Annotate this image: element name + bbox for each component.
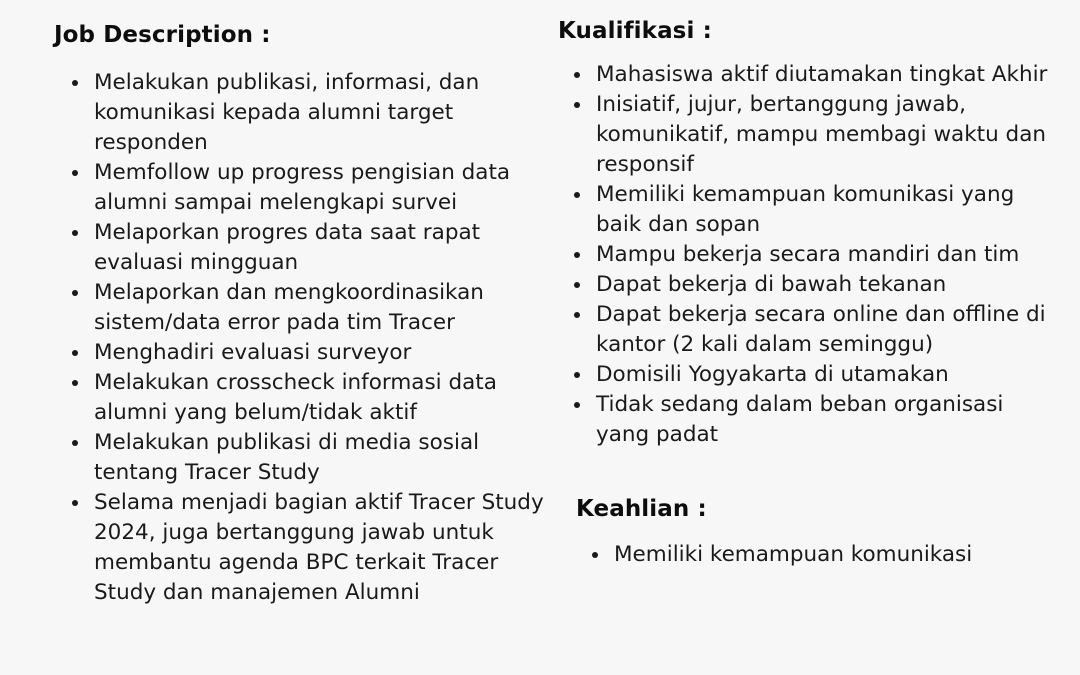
list-item: Memiliki kemampuan komunikasi: [582, 540, 1052, 570]
list-item: Melaporkan progres data saat rapat evaluasi mingguan: [62, 218, 544, 278]
list-item: Tidak sedang dalam beban organisasi yang padat: [564, 390, 1052, 450]
list-item: Memiliki kemampuan komunikasi yang baik dan sopan: [564, 180, 1052, 240]
list-item: Melakukan crosscheck informasi data alumni yang belum/tidak aktif: [62, 368, 544, 428]
list-item: Inisiatif, jujur, bertanggung jawab, komunikatif, mampu membagi waktu dan responsif: [564, 90, 1052, 180]
job-description-column: [44, 0, 544, 608]
list-item: Melakukan publikasi, informasi, dan komunikasi kepada alumni target responden: [62, 68, 544, 158]
kualifikasi-column: [552, 0, 1052, 570]
list-item: Melaporkan dan mengkoordinasikan sistem/data error pada tim Tracer: [62, 278, 544, 338]
job-description-heading: Job Description :: [54, 22, 271, 48]
list-item: Memfollow up progress pengisian data alumni sampai melengkapi survei: [62, 158, 544, 218]
kualifikasi-heading: Kualifikasi :: [558, 18, 712, 44]
list-item: Melakukan publikasi di media sosial tentang Tracer Study: [62, 428, 544, 488]
list-item: Mahasiswa aktif diutamakan tingkat Akhir: [564, 60, 1052, 90]
list-item: Mampu bekerja secara mandiri dan tim: [564, 240, 1052, 270]
keahlian-list: [582, 540, 1052, 570]
list-item: Menghadiri evaluasi surveyor: [62, 338, 544, 368]
list-item: Selama menjadi bagian aktif Tracer Study 2024, juga bertanggung jawab untuk membantu agenda BPC terkait Tracer Study dan manajemen Alumni: [62, 488, 544, 608]
list-item: Dapat bekerja secara online dan offline di kantor (2 kali dalam seminggu): [564, 300, 1052, 360]
job-description-list: [62, 68, 544, 608]
list-item: Domisili Yogyakarta di utamakan: [564, 360, 1052, 390]
keahlian-heading: Keahlian :: [576, 496, 707, 522]
kualifikasi-list: [564, 60, 1052, 450]
list-item: Dapat bekerja di bawah tekanan: [564, 270, 1052, 300]
